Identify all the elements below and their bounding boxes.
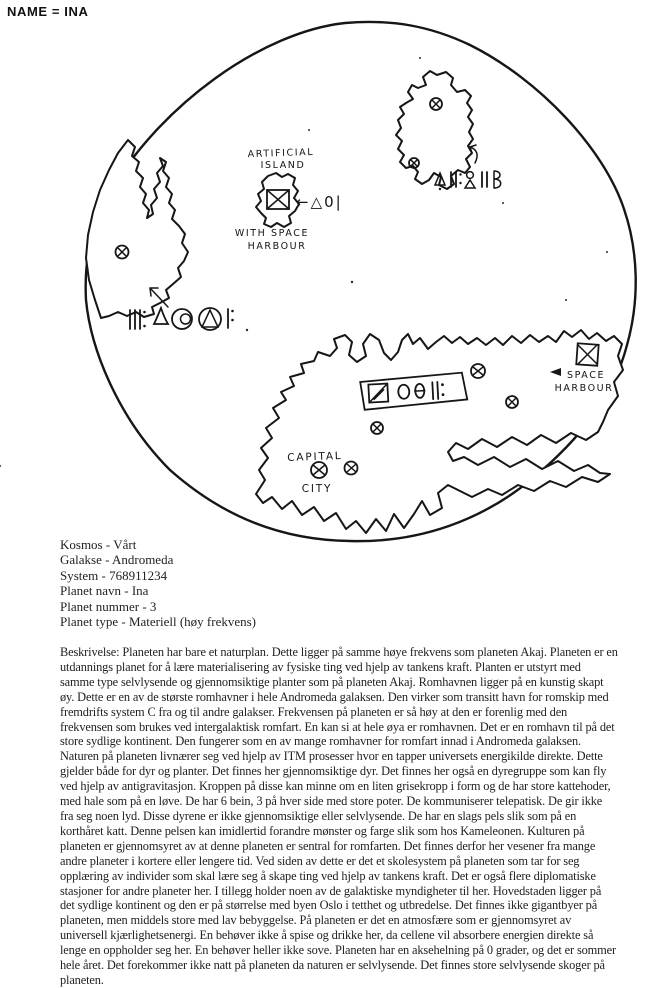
with-space-label-line1: WITH SPACE: [234, 228, 310, 239]
page-title: NAME = INA: [7, 4, 89, 19]
planet-info-cosmos: Kosmos - Vårt: [60, 537, 137, 552]
space-harbour-label-line2: HARBOUR: [554, 383, 614, 394]
artificial-island: [256, 173, 299, 227]
west-landmass: [86, 140, 188, 318]
island-pointer-glyphs: ←△0|: [296, 193, 343, 211]
planet-description: Beskrivelse: Planeten har bare et naturplan. Dette ligger på samme høye frekvens som planeten Akaj. Planeten er en utdannings planet for å lære materialisering av fysiske ting ved hjelp av tankens kraft. Planten er utstyrt med samme type selvlysende og gjennomsiktige planter som på planeten Akaj. Romhavnen ligger på en kunstig skapt øy. Dette er en av de største romhavner i hele Andromeda galaksen. Den virker som transitt havn for romskip med fremdrifts system C fra og til andre galakser. Frekvensen på planeten er så høy at den er forenlig med den frekvensen som brukes ved intergalaktisk romfart. En kan si at hele øya er romhavnen. Det er en romhavn til på det store sydlige kontinent. Den fungerer som en av mange romhavner for romfart innad i Andromeda galaksen. Naturen på planeten livnærer seg ved hjelp av ITM prosesser hvor en tapper universets energikilde direkte. Dette gjelder både for dyr og planter. Det finnes her gjennomsiktige dyr. Det finnes her også en dyregruppe som kan fly ved hjelp av antigravitasjon. Kroppen på disse kan minne om en liten grisekropp i form og de har store kattehoder, med hale som på en løve. De har 6 bein, 3 på hver side med store poter. De kommuniserer telepatisk. De gir ikke fra seg noen lyd. Disse dyrene er ikke gjennomsiktige eller selvlysende. De har en slags pels slik som på en korthåret katt. Denne pelsen kan imidlertid forandre mønster og farge slik som hos Kameleonen. Kulturen på planeten er gjennomsyret av at denne planeten er sentral for romfarten. Det finnes derfor her vesener fra mange andre planeter i kortere eller lengere tid. Ved siden av dette er det et skolesystem på planeten som tar for seg opplæring av individer som skal lære seg å skape ting ved hjelp av tankens kraft. Det er også flere diplomatiske stasjoner for andre planeter her. I tillegg holder noen av de galaktiske myndigheter til her. Hovedstaden ligger på det sydlige kontinent og den er på størrelse med byen Oslo i tetthet og utbredelse. Det finnes ikke gigantbyer på planeten, men middels store med lav bebyggelse. På planeten er det en atmosfære som er gjennomsyret av universell kjærlighetsenergi. En behøver ikke å spise og drikke her, da cellene vil absorbere energien direkte så lenge en oppholder seg her. En behøver heller ikke sove. Planeten har en aksehelning på 0 grader, og det er sommer hele året. Det forekommer ikke natt på planeten da naturen er selvlysende. Det finnes store selvlysende skoger på planeten.: [60, 645, 618, 987]
planet-info-list: [60, 537, 256, 629]
alien-glyph-west: [130, 308, 234, 330]
planet-info-galaxy: Galakse - Andromeda: [60, 552, 174, 568]
with-space-label-line2: HARBOUR: [247, 241, 307, 252]
planet-info-name: Planet navn - Ina: [60, 583, 149, 599]
planet-info-number: Planet nummer - 3: [60, 598, 157, 614]
space-harbour-label-line1: SPACE: [566, 370, 606, 381]
capital-city-label-line1: CAPITAL: [287, 450, 343, 464]
artificial-island-label-line1: ARTIFICIAL: [247, 146, 315, 161]
planet-info-type: Planet type - Materiell (høy frekvens): [60, 614, 257, 630]
planet-info-system: System - 768911234: [60, 567, 168, 583]
capital-city-label-line2: CITY: [301, 483, 333, 495]
northeast-island: [396, 71, 477, 189]
southern-continent: [256, 330, 623, 533]
artificial-island-label-line2: ISLAND: [260, 160, 306, 171]
